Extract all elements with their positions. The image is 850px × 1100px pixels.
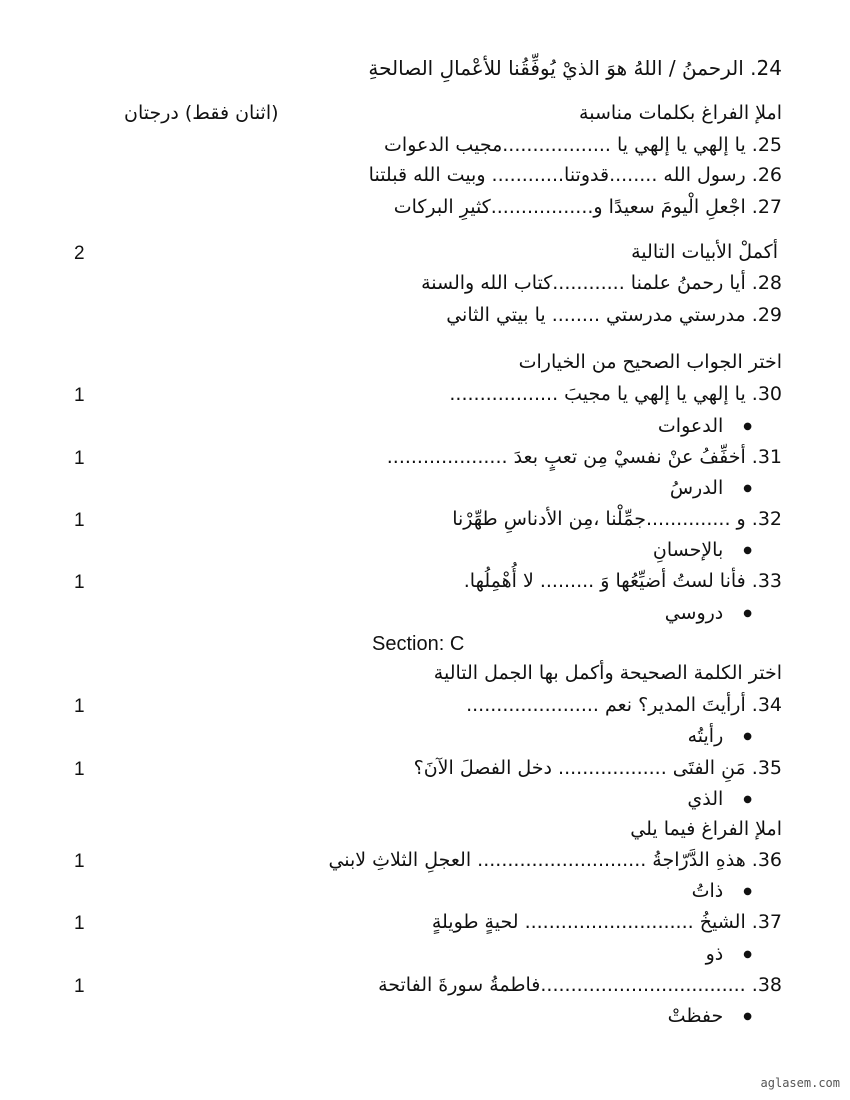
answer-31: ● الدرسُ <box>670 479 752 498</box>
question-36: 36. هذهِ الدَّرّاجةُ ............................ العجلِ الثلاثِ لابني <box>328 849 782 871</box>
instruction-fill-below: املإ الفراغ فيما يلي <box>630 818 782 840</box>
question-35: 35. مَنِ الفتَى .................. دخل الفصلَ الآنَ؟ <box>413 757 782 779</box>
instruction-fill-blanks: املإ الفراغ بكلمات مناسبة <box>579 102 782 124</box>
instruction-complete-verses: أكملْ الأبيات التالية <box>631 241 778 263</box>
marks-complete: 2 <box>74 243 85 264</box>
answer-33: ● دروسي <box>665 604 752 623</box>
question-27: 27. اجْعلِ الْيومَ سعيدًا و.................كثيرِ البركات <box>393 196 782 218</box>
question-32: 32. و ..............جمِّلْنا ،مِن الأدناسِ طهِّرْنا <box>452 508 782 530</box>
answer-37: ● ذو <box>706 945 752 964</box>
question-38: 38. ..................................فاطمةُ سورةَ الفاتحة <box>378 974 782 996</box>
marks-q36: 1 <box>74 851 85 872</box>
question-30: 30. يا إلهي يا إلهي يا مجيبَ .................. <box>449 383 782 405</box>
question-25: 25. يا إلهي يا إلهي يا ..................مجيب الدعوات <box>384 134 782 156</box>
answer-36: ● ذاتُ <box>692 882 752 901</box>
instruction-choose-word: اختر الكلمة الصحيحة وأكمل بها الجمل التالية <box>433 662 782 684</box>
answer-32: ● بالإحسانِ <box>653 541 752 560</box>
question-37: 37. الشيخُ ............................ لحيةٍ طويلةٍ <box>431 911 782 933</box>
question-28: 28. أيا رحمنُ علمنا ............كتاب الله والسنة <box>421 272 782 294</box>
answer-34: ● رأيتُه <box>688 727 752 746</box>
marks-q33: 1 <box>74 572 85 593</box>
question-29: 29. مدرستي مدرستي ........ يا بيتي الثاني <box>446 304 782 326</box>
marks-q38: 1 <box>74 976 85 997</box>
instruction-fill-note: (اثنان فقط) درجتان <box>124 102 279 124</box>
marks-q31: 1 <box>74 448 85 469</box>
section-c-heading: Section: C <box>372 633 465 655</box>
marks-q34: 1 <box>74 696 85 717</box>
answer-35: ● الذي <box>687 790 752 809</box>
question-33: 33. فأنا لستُ أضيِّعُها وَ ......... لا أُهْمِلُها. <box>463 570 782 592</box>
marks-q37: 1 <box>74 913 85 934</box>
instruction-choose-answer: اختر الجواب الصحيح من الخيارات <box>518 351 782 373</box>
question-34: 34. أرأيتَ المدير؟ نعم ...................... <box>466 694 782 716</box>
question-24: 24. الرحمنُ / اللهُ هوَ الذيْ يُوفِّقُنا للأعْمالِ الصالحةِ <box>368 56 782 80</box>
question-26: 26. رسول الله ........قدوتنا............ وبيت الله قبلتنا <box>368 164 782 186</box>
marks-q30: 1 <box>74 385 85 406</box>
answer-38: ● حفظتْ <box>668 1007 752 1026</box>
answer-30: ● الدعوات <box>658 417 752 436</box>
marks-q32: 1 <box>74 510 85 531</box>
footer-watermark: aglasem.com <box>760 1076 840 1090</box>
marks-q35: 1 <box>74 759 85 780</box>
question-31: 31. أخفِّفُ عنْ نفسيْ مِن تعبٍ بعدَ .................... <box>386 446 782 468</box>
